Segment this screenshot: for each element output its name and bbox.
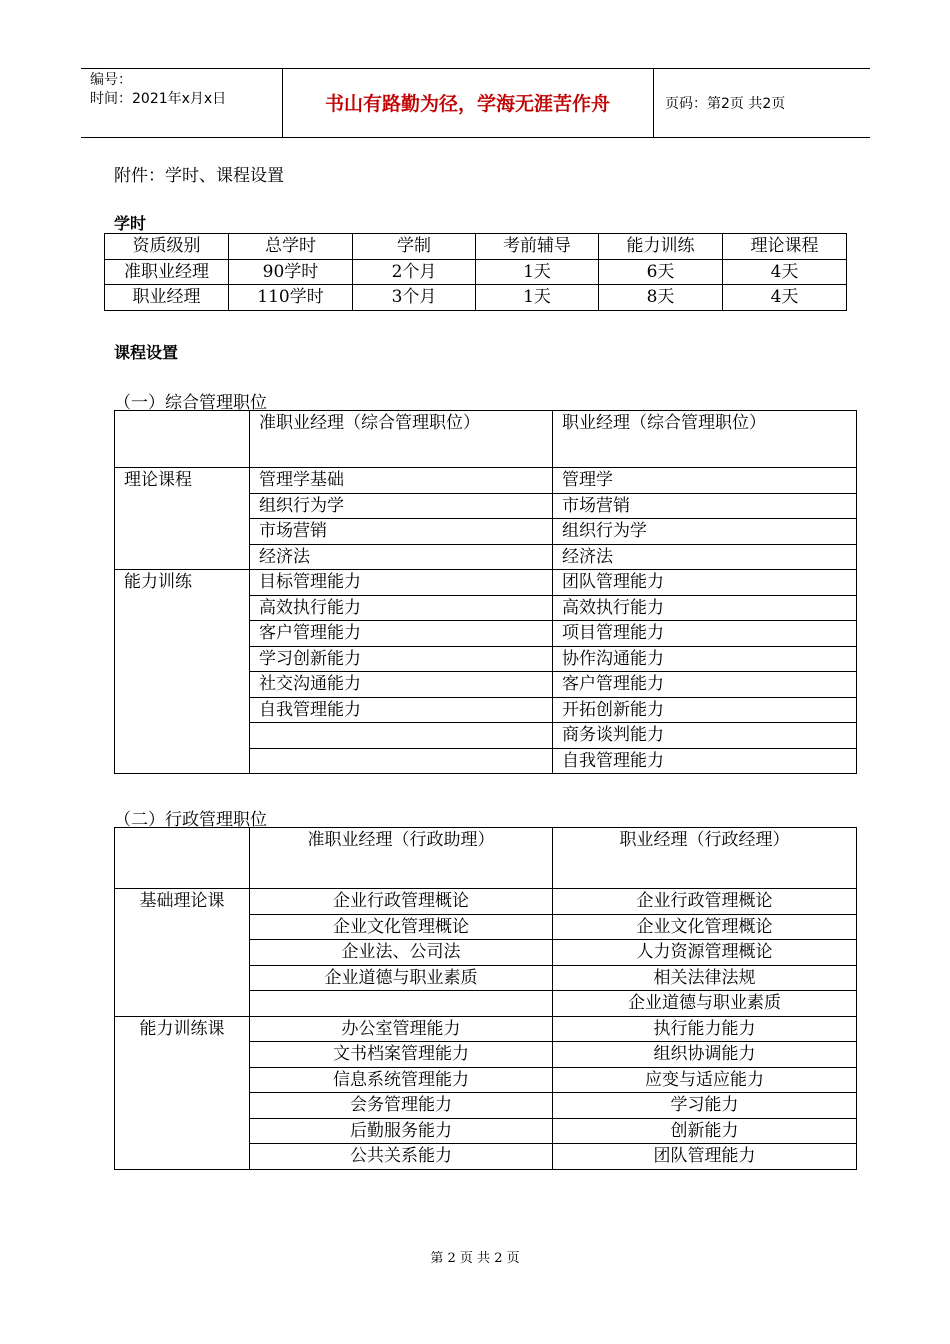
course-cell [250, 991, 553, 1017]
column-header: 考前辅导 [476, 234, 599, 260]
table-cell: 准职业经理 [105, 259, 229, 285]
col-header-manager: 职业经理（行政经理） [553, 828, 857, 889]
page-header [81, 68, 870, 138]
table-row [115, 570, 857, 596]
course-cell: 项目管理能力 [553, 621, 857, 647]
column-header: 理论课程 [723, 234, 847, 260]
course-cell: 开拓创新能力 [553, 697, 857, 723]
table-cell: 职业经理 [105, 285, 229, 311]
course-cell: 商务谈判能力 [553, 723, 857, 749]
table-cell: 4天 [723, 285, 847, 311]
course-cell: 组织行为学 [250, 493, 553, 519]
header-empty-cell [115, 411, 250, 468]
column-header: 总学时 [229, 234, 353, 260]
table-cell: 2个月 [353, 259, 476, 285]
group-label: 理论课程 [115, 468, 250, 570]
general-mgmt-table [114, 410, 857, 774]
table-cell: 1天 [476, 285, 599, 311]
course-cell: 社交沟通能力 [250, 672, 553, 698]
table-cell: 3个月 [353, 285, 476, 311]
course-cell: 企业文化管理概论 [250, 914, 553, 940]
course-cell: 相关法律法规 [553, 965, 857, 991]
table-cell: 90学时 [229, 259, 353, 285]
course-cell: 企业文化管理概论 [553, 914, 857, 940]
course-cell: 高效执行能力 [250, 595, 553, 621]
course-cell: 管理学 [553, 468, 857, 494]
course-cell: 目标管理能力 [250, 570, 553, 596]
course-cell: 经济法 [553, 544, 857, 570]
hours-section-title: 学时 [114, 214, 147, 233]
course-cell: 企业道德与职业素质 [553, 991, 857, 1017]
course-cell: 文书档案管理能力 [250, 1042, 553, 1068]
course-cell: 企业法、公司法 [250, 940, 553, 966]
course-cell: 自我管理能力 [250, 697, 553, 723]
course-cell: 自我管理能力 [553, 748, 857, 774]
admin-mgmt-table [114, 827, 857, 1170]
course-cell: 企业行政管理概论 [250, 889, 553, 915]
col-header-associate: 准职业经理（综合管理职位） [250, 411, 553, 468]
header-page-info: 页码：第2页 共2页 [665, 96, 786, 112]
group-label: 能力训练课 [115, 1016, 250, 1169]
column-header: 学制 [353, 234, 476, 260]
course-cell: 客户管理能力 [553, 672, 857, 698]
course-cell: 信息系统管理能力 [250, 1067, 553, 1093]
table-cell: 1天 [476, 259, 599, 285]
hours-table [104, 233, 847, 311]
page-footer: 第 2 页 共 2 页 [430, 1251, 520, 1266]
column-header: 资质级别 [105, 234, 229, 260]
table-header-row [105, 234, 847, 260]
course-section-title: 课程设置 [114, 343, 179, 362]
course-cell: 学习能力 [553, 1093, 857, 1119]
course-cell: 团队管理能力 [553, 570, 857, 596]
table-cell: 4天 [723, 259, 847, 285]
table-cell: 6天 [599, 259, 723, 285]
course-cell: 执行能力能力 [553, 1016, 857, 1042]
course-cell: 市场营销 [250, 519, 553, 545]
header-motto: 书山有路勤为径，学海无涯苦作舟 [324, 93, 610, 115]
course-cell: 团队管理能力 [553, 1144, 857, 1170]
admin-mgmt-title: （二）行政管理职位 [114, 810, 267, 830]
course-cell: 公共关系能力 [250, 1144, 553, 1170]
header-meta [90, 71, 226, 109]
course-cell: 市场营销 [553, 493, 857, 519]
course-cell: 学习创新能力 [250, 646, 553, 672]
group-label: 能力训练 [115, 570, 250, 774]
header-empty-cell [115, 828, 250, 889]
table-cell: 110学时 [229, 285, 353, 311]
header-divider [653, 69, 654, 137]
course-cell: 会务管理能力 [250, 1093, 553, 1119]
course-cell: 企业行政管理概论 [553, 889, 857, 915]
col-header-manager: 职业经理（综合管理职位） [553, 411, 857, 468]
course-cell: 组织行为学 [553, 519, 857, 545]
course-cell: 客户管理能力 [250, 621, 553, 647]
table-row [115, 1016, 857, 1042]
col-header-associate: 准职业经理（行政助理） [250, 828, 553, 889]
course-cell: 办公室管理能力 [250, 1016, 553, 1042]
course-cell: 高效执行能力 [553, 595, 857, 621]
course-cell: 应变与适应能力 [553, 1067, 857, 1093]
course-cell: 企业道德与职业素质 [250, 965, 553, 991]
course-cell: 后勤服务能力 [250, 1118, 553, 1144]
table-row [105, 259, 847, 285]
table-row [115, 468, 857, 494]
course-cell: 经济法 [250, 544, 553, 570]
course-cell: 创新能力 [553, 1118, 857, 1144]
attachment-title: 附件：学时、课程设置 [114, 166, 284, 186]
course-cell: 管理学基础 [250, 468, 553, 494]
time-label: 时间：2021年x月x日 [90, 91, 227, 107]
general-mgmt-title: （一）综合管理职位 [114, 393, 267, 413]
course-cell [250, 723, 553, 749]
course-cell [250, 748, 553, 774]
table-row [105, 285, 847, 311]
column-header: 能力训练 [599, 234, 723, 260]
code-label: 编号： [90, 72, 132, 88]
course-cell: 协作沟通能力 [553, 646, 857, 672]
course-cell: 人力资源管理概论 [553, 940, 857, 966]
table-row [115, 889, 857, 915]
group-label: 基础理论课 [115, 889, 250, 1017]
course-cell: 组织协调能力 [553, 1042, 857, 1068]
table-cell: 8天 [599, 285, 723, 311]
